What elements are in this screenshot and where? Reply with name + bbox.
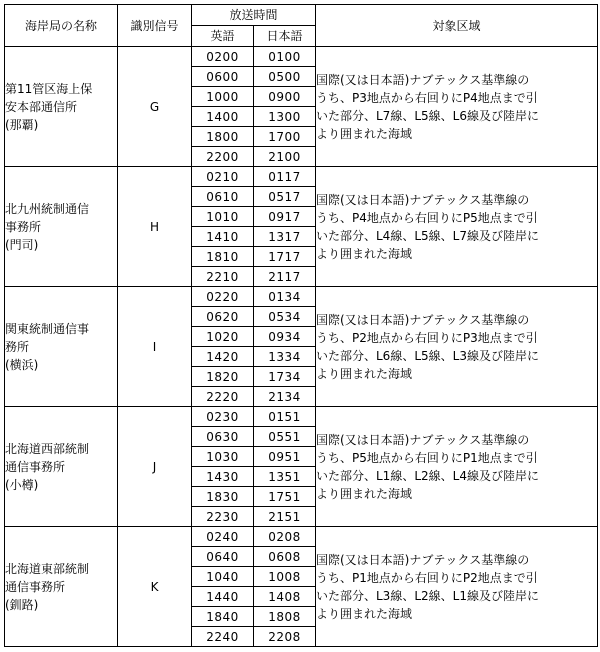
english-time-cell: 0240 [192, 527, 254, 547]
english-time-cell: 1400 [192, 107, 254, 127]
english-time-cell: 1440 [192, 587, 254, 607]
callsign-cell: K [118, 527, 192, 647]
station-name-cell [5, 47, 118, 167]
target-area-line: うち、P3地点から右回りにP4地点まで引 [316, 90, 538, 105]
japanese-time-cell: 1717 [254, 247, 316, 267]
japanese-time-cell: 0500 [254, 67, 316, 87]
japanese-time-cell: 1351 [254, 467, 316, 487]
japanese-time-cell: 0917 [254, 207, 316, 227]
japanese-time-cell: 1808 [254, 607, 316, 627]
japanese-time-cell: 1408 [254, 587, 316, 607]
english-time-cell: 1000 [192, 87, 254, 107]
japanese-time-cell: 0951 [254, 447, 316, 467]
english-time-cell: 0210 [192, 167, 254, 187]
station-name-line: 北海道東部統制 [5, 561, 90, 576]
english-time-cell: 2230 [192, 507, 254, 527]
target-area-line: いた部分、L6線、L5線、L3線及び陸岸に [316, 348, 539, 363]
english-time-cell: 1830 [192, 487, 254, 507]
target-area-line: 国際(又は日本語)ナブテックス基準線の [316, 432, 530, 447]
header-callsign: 識別信号 [118, 5, 192, 47]
english-time-cell: 1800 [192, 127, 254, 147]
station-name-line: 第11管区海上保 [5, 81, 93, 96]
station-name-line: 北海道西部統制 [5, 441, 90, 456]
japanese-time-cell: 1008 [254, 567, 316, 587]
table-body [5, 47, 598, 647]
station-name-line: 事務所 [5, 219, 42, 234]
station-name-line: 関東統制通信事 [5, 321, 90, 336]
target-area-line: より囲まれた海域 [316, 126, 413, 141]
target-area-cell [316, 47, 598, 167]
callsign-cell: H [118, 167, 192, 287]
english-time-cell: 2240 [192, 627, 254, 647]
japanese-time-cell: 0208 [254, 527, 316, 547]
english-time-cell: 1420 [192, 347, 254, 367]
target-area-line: うち、P1地点から右回りにP2地点まで引 [316, 570, 538, 585]
station-name-line: 北九州統制通信 [5, 201, 90, 216]
station-name-line: 通信事務所 [5, 579, 66, 594]
english-time-cell: 0610 [192, 187, 254, 207]
header-broadcast-time: 放送時間 [192, 5, 316, 26]
header-english: 英語 [192, 26, 254, 47]
english-time-cell: 2210 [192, 267, 254, 287]
target-area-line: いた部分、L4線、L5線、L7線及び陸岸に [316, 228, 539, 243]
station-name-line: 通信事務所 [5, 459, 66, 474]
target-area-line: いた部分、L7線、L5線、L6線及び陸岸に [316, 108, 539, 123]
station-name-cell [5, 407, 118, 527]
english-time-cell: 1030 [192, 447, 254, 467]
target-area-line: より囲まれた海域 [316, 366, 413, 381]
station-name-cell [5, 527, 118, 647]
japanese-time-cell: 1300 [254, 107, 316, 127]
target-area-line: 国際(又は日本語)ナブテックス基準線の [316, 192, 530, 207]
japanese-time-cell: 1734 [254, 367, 316, 387]
english-time-cell: 0600 [192, 67, 254, 87]
callsign-cell: J [118, 407, 192, 527]
english-time-cell: 1020 [192, 327, 254, 347]
english-time-cell: 1430 [192, 467, 254, 487]
english-time-cell: 0220 [192, 287, 254, 307]
japanese-time-cell: 0934 [254, 327, 316, 347]
japanese-time-cell: 0551 [254, 427, 316, 447]
target-area-cell [316, 287, 598, 407]
station-name-line: (那覇) [5, 117, 39, 132]
target-area-line: より囲まれた海域 [316, 606, 413, 621]
table-row [5, 287, 598, 307]
japanese-time-cell: 2117 [254, 267, 316, 287]
station-name-line: (釧路) [5, 597, 39, 612]
japanese-time-cell: 2100 [254, 147, 316, 167]
table-row [5, 47, 598, 67]
target-area-line: 国際(又は日本語)ナブテックス基準線の [316, 552, 530, 567]
english-time-cell: 0620 [192, 307, 254, 327]
english-time-cell: 1810 [192, 247, 254, 267]
station-name-cell [5, 167, 118, 287]
japanese-time-cell: 2151 [254, 507, 316, 527]
japanese-time-cell: 0517 [254, 187, 316, 207]
english-time-cell: 0200 [192, 47, 254, 67]
target-area-line: うち、P5地点から右回りにP1地点まで引 [316, 450, 538, 465]
target-area-line: 国際(又は日本語)ナブテックス基準線の [316, 72, 530, 87]
station-name-line: 安本部通信所 [5, 99, 78, 114]
japanese-time-cell: 0151 [254, 407, 316, 427]
target-area-cell [316, 407, 598, 527]
target-area-line: うち、P4地点から右回りにP5地点まで引 [316, 210, 538, 225]
japanese-time-cell: 1700 [254, 127, 316, 147]
target-area-cell [316, 527, 598, 647]
japanese-time-cell: 0100 [254, 47, 316, 67]
japanese-time-cell: 0900 [254, 87, 316, 107]
target-area-line: 国際(又は日本語)ナブテックス基準線の [316, 312, 530, 327]
english-time-cell: 1410 [192, 227, 254, 247]
japanese-time-cell: 1751 [254, 487, 316, 507]
japanese-time-cell: 0534 [254, 307, 316, 327]
target-area-cell [316, 167, 598, 287]
japanese-time-cell: 2208 [254, 627, 316, 647]
header-target-area: 対象区域 [316, 5, 598, 47]
japanese-time-cell: 2134 [254, 387, 316, 407]
table-row [5, 527, 598, 547]
callsign-cell: I [118, 287, 192, 407]
english-time-cell: 1010 [192, 207, 254, 227]
callsign-cell: G [118, 47, 192, 167]
english-time-cell: 0640 [192, 547, 254, 567]
navtex-schedule-table [4, 4, 598, 647]
english-time-cell: 0630 [192, 427, 254, 447]
japanese-time-cell: 0117 [254, 167, 316, 187]
english-time-cell: 2200 [192, 147, 254, 167]
header-row-1 [5, 5, 598, 26]
japanese-time-cell: 1317 [254, 227, 316, 247]
target-area-line: うち、P2地点から右回りにP3地点まで引 [316, 330, 538, 345]
japanese-time-cell: 0134 [254, 287, 316, 307]
english-time-cell: 2220 [192, 387, 254, 407]
japanese-time-cell: 0608 [254, 547, 316, 567]
station-name-line: (横浜) [5, 357, 39, 372]
table-row [5, 407, 598, 427]
target-area-line: より囲まれた海域 [316, 246, 413, 261]
station-name-line: (小樽) [5, 477, 39, 492]
header-station-name: 海岸局の名称 [5, 5, 118, 47]
header-japanese: 日本語 [254, 26, 316, 47]
target-area-line: いた部分、L1線、L2線、L4線及び陸岸に [316, 468, 539, 483]
english-time-cell: 1040 [192, 567, 254, 587]
english-time-cell: 1820 [192, 367, 254, 387]
table-row [5, 167, 598, 187]
japanese-time-cell: 1334 [254, 347, 316, 367]
station-name-cell [5, 287, 118, 407]
target-area-line: いた部分、L3線、L2線、L1線及び陸岸に [316, 588, 539, 603]
station-name-line: 務所 [5, 339, 30, 354]
target-area-line: より囲まれた海域 [316, 486, 413, 501]
english-time-cell: 0230 [192, 407, 254, 427]
station-name-line: (門司) [5, 237, 39, 252]
english-time-cell: 1840 [192, 607, 254, 627]
